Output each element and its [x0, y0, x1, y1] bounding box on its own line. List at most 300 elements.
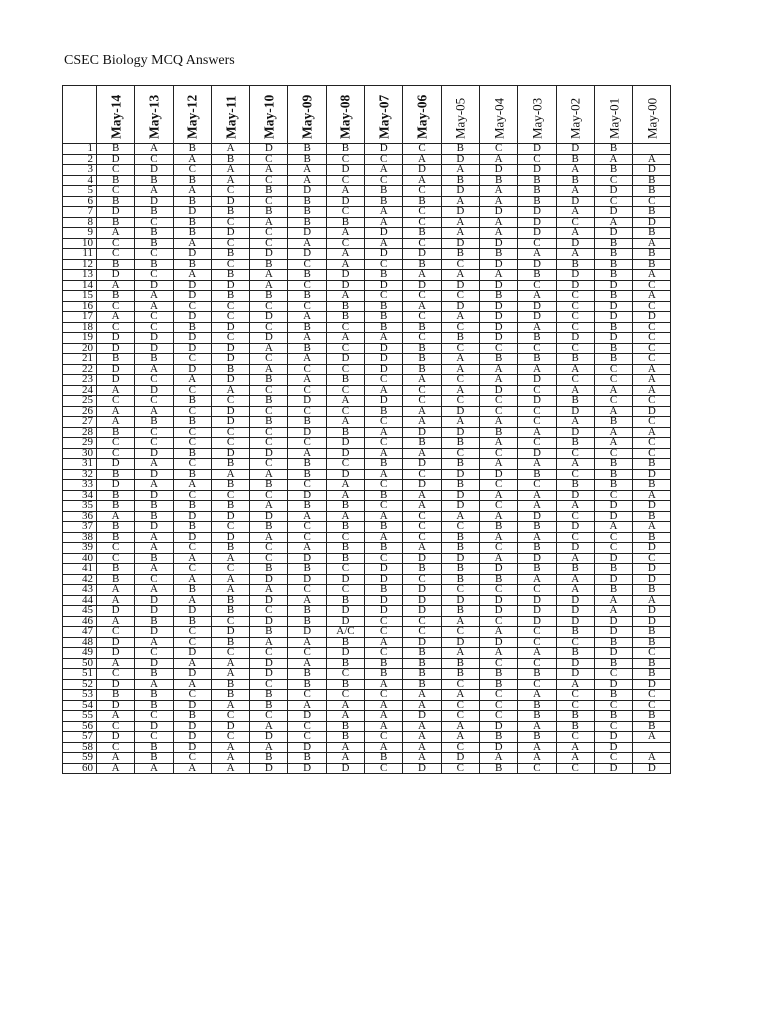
answer-cell: D [326, 165, 364, 176]
answer-cell: A [173, 480, 211, 491]
answer-cell: D [135, 196, 173, 207]
answer-cell: B [250, 690, 288, 701]
answer-cell: D [479, 637, 517, 648]
answer-cell: D [479, 207, 517, 218]
answer-cell: D [326, 574, 364, 585]
answer-cell: B [326, 217, 364, 228]
answer-cell: D [633, 217, 671, 228]
answer-cell: C [97, 322, 135, 333]
answer-cell: C [173, 406, 211, 417]
answer-cell: D [403, 711, 441, 722]
answer-cell: B [326, 595, 364, 606]
question-number: 6 [63, 196, 97, 207]
answer-cell: B [441, 249, 479, 260]
answer-cell: A [173, 679, 211, 690]
answer-cell: B [365, 669, 403, 680]
answer-cell: B [518, 669, 556, 680]
answer-cell: C [403, 574, 441, 585]
answer-cell: C [479, 658, 517, 669]
answer-cell: C [518, 627, 556, 638]
answer-cell: D [556, 406, 594, 417]
column-header [479, 86, 517, 144]
answer-cell: A [556, 585, 594, 596]
answer-cell: D [556, 616, 594, 627]
answer-cell: B [97, 144, 135, 155]
table-row [63, 217, 671, 228]
answer-cell: C [556, 375, 594, 386]
answer-cell: B [403, 259, 441, 270]
corner-cell [63, 86, 97, 144]
answer-cell: C [518, 585, 556, 596]
answer-cell: B [479, 175, 517, 186]
table-row [63, 385, 671, 396]
question-number: 17 [63, 312, 97, 323]
answer-cell: D [518, 301, 556, 312]
question-number: 30 [63, 448, 97, 459]
answer-cell: D [211, 406, 249, 417]
answer-cell: A [518, 364, 556, 375]
answer-cell: D [288, 742, 326, 753]
answer-cell: B [594, 564, 632, 575]
answer-cell: C [403, 511, 441, 522]
answer-cell: B [633, 532, 671, 543]
answer-cell: A [403, 753, 441, 764]
answer-cell: B [594, 291, 632, 302]
answer-cell: A [518, 742, 556, 753]
table-row [63, 427, 671, 438]
answer-cell: B [365, 490, 403, 501]
answer-cell: C [135, 396, 173, 407]
answer-cell: C [441, 711, 479, 722]
column-header-label: May-06 [414, 94, 430, 139]
answer-cell: A [479, 553, 517, 564]
answer-cell: C [326, 207, 364, 218]
answer-cell: C [556, 291, 594, 302]
answer-cell: D [288, 228, 326, 239]
answer-cell: C [518, 154, 556, 165]
answer-cell: C [173, 637, 211, 648]
answer-cell: D [173, 333, 211, 344]
answer-cell: A [288, 700, 326, 711]
answer-cell: B [633, 459, 671, 470]
table-row [63, 207, 671, 218]
column-header [441, 86, 479, 144]
answer-cell: D [135, 606, 173, 617]
answer-cell: D [479, 259, 517, 270]
answer-cell: D [365, 354, 403, 365]
answer-cell: D [97, 637, 135, 648]
answer-cell: A [173, 375, 211, 386]
answer-cell: C [403, 144, 441, 155]
answer-cell: A [326, 259, 364, 270]
answer-cell: A [97, 763, 135, 774]
answer-cell: D [556, 543, 594, 554]
answer-cell: B [365, 522, 403, 533]
answer-cell: D [211, 343, 249, 354]
answer-cell: D [556, 669, 594, 680]
answer-cell: A [97, 616, 135, 627]
answer-cell: A [441, 312, 479, 323]
answer-cell: C [403, 532, 441, 543]
answer-cell: B [326, 637, 364, 648]
answer-cell: B [479, 427, 517, 438]
answer-cell: D [403, 606, 441, 617]
answer-cell: A [365, 469, 403, 480]
answer-cell: D [135, 490, 173, 501]
answer-cell: C [518, 679, 556, 690]
answer-cell: C [173, 543, 211, 554]
answer-cell: B [288, 469, 326, 480]
answer-cell: C [556, 637, 594, 648]
question-number: 39 [63, 543, 97, 554]
answer-cell: B [633, 511, 671, 522]
question-number: 46 [63, 616, 97, 627]
answer-cell: A [556, 459, 594, 470]
table-row [63, 448, 671, 459]
answer-cell: C [479, 543, 517, 554]
answer-cell: D [441, 469, 479, 480]
answers-table [62, 85, 671, 774]
answer-cell: D [135, 385, 173, 396]
answer-cell: C [594, 196, 632, 207]
answer-cell: A [211, 753, 249, 764]
table-row [63, 763, 671, 774]
answer-cell [633, 742, 671, 753]
question-number: 44 [63, 595, 97, 606]
answer-cell: B [288, 196, 326, 207]
answer-cell: C [288, 648, 326, 659]
answer-cell: B [135, 228, 173, 239]
table-row [63, 564, 671, 575]
answer-cell: B [403, 354, 441, 365]
answer-cell: B [403, 679, 441, 690]
answer-cell: D [556, 238, 594, 249]
answer-cell: A [479, 228, 517, 239]
question-number: 25 [63, 396, 97, 407]
answer-cell: A [250, 280, 288, 291]
answer-cell: C [594, 721, 632, 732]
answer-cell: C [403, 522, 441, 533]
answer-cell: C [633, 322, 671, 333]
answer-cell: B [135, 669, 173, 680]
answer-cell: C [594, 669, 632, 680]
answer-cell: C [326, 690, 364, 701]
answer-cell: C [633, 396, 671, 407]
answer-cell: B [288, 322, 326, 333]
answer-cell: D [479, 385, 517, 396]
answer-cell: B [135, 511, 173, 522]
answer-cell: C [97, 448, 135, 459]
answer-cell: B [594, 637, 632, 648]
answer-cell: D [441, 637, 479, 648]
answer-cell: C [479, 406, 517, 417]
answer-cell: A [441, 364, 479, 375]
answer-cell: A [288, 448, 326, 459]
answer-cell: A [211, 574, 249, 585]
answer-cell: B [479, 669, 517, 680]
answer-cell: C [403, 207, 441, 218]
answer-cell: C [97, 721, 135, 732]
answer-cell: D [403, 249, 441, 260]
table-row [63, 721, 671, 732]
answer-cell: A [403, 700, 441, 711]
answer-cell: C [365, 616, 403, 627]
answer-cell: D [365, 228, 403, 239]
answer-cell: C [326, 585, 364, 596]
answer-cell: A [97, 585, 135, 596]
table-row [63, 270, 671, 281]
answer-cell: D [173, 532, 211, 543]
answer-cell: B [326, 679, 364, 690]
answer-cell: A [518, 249, 556, 260]
answer-cell: C [97, 249, 135, 260]
answer-cell: A [288, 637, 326, 648]
answer-cell: D [250, 249, 288, 260]
answer-cell: C [211, 711, 249, 722]
answer-cell: A [518, 490, 556, 501]
answer-cell: D [633, 763, 671, 774]
answer-cell: D [441, 280, 479, 291]
answer-cell: A [211, 175, 249, 186]
answer-cell: C [326, 238, 364, 249]
answer-cell: C [365, 175, 403, 186]
answer-cell: B [211, 637, 249, 648]
answer-cell: A [441, 648, 479, 659]
question-number: 41 [63, 564, 97, 575]
answer-cell: C [479, 700, 517, 711]
answer-cell: C [403, 385, 441, 396]
answer-cell: C [250, 679, 288, 690]
answer-cell: A [365, 700, 403, 711]
answer-cell: A [556, 553, 594, 564]
answer-cell: D [594, 574, 632, 585]
answer-cell: D [97, 648, 135, 659]
answer-cell: C [250, 459, 288, 470]
answer-cell: B [288, 616, 326, 627]
answer-cell: B [518, 175, 556, 186]
answer-cell: B [135, 753, 173, 764]
answer-cell: A [403, 417, 441, 428]
answer-cell: C [594, 175, 632, 186]
answer-cell: B [211, 270, 249, 281]
answer-cell: D [518, 606, 556, 617]
answer-cell: D [250, 595, 288, 606]
answer-cell: B [288, 459, 326, 470]
table-row [63, 165, 671, 176]
answer-cell: A [556, 753, 594, 764]
answer-cell: A [479, 375, 517, 386]
column-header [250, 86, 288, 144]
answer-cell: C [326, 385, 364, 396]
question-number: 23 [63, 375, 97, 386]
answer-cell: D [211, 375, 249, 386]
question-number: 51 [63, 669, 97, 680]
answer-cell: B [97, 490, 135, 501]
answer-cell: D [97, 154, 135, 165]
answer-cell: C [594, 396, 632, 407]
answer-cell: B [518, 270, 556, 281]
answer-cell: B [326, 375, 364, 386]
answer-cell: B [326, 553, 364, 564]
answer-cell: B [633, 669, 671, 680]
answer-cell: C [441, 522, 479, 533]
answer-cell: B [250, 480, 288, 491]
answer-cell: B [518, 333, 556, 344]
question-number: 28 [63, 427, 97, 438]
answer-cell: B [211, 679, 249, 690]
answer-cell: B [556, 627, 594, 638]
answer-cell: C [173, 438, 211, 449]
answer-cell: B [556, 354, 594, 365]
answer-cell: D [518, 448, 556, 459]
answer-cell: A [633, 385, 671, 396]
answer-cell: D [211, 228, 249, 239]
answer-cell: D [365, 564, 403, 575]
answer-cell: B [173, 522, 211, 533]
answer-cell: A [97, 753, 135, 764]
answer-cell: A [518, 690, 556, 701]
answer-cell: D [518, 228, 556, 239]
answer-cell: B [97, 690, 135, 701]
answer-cell: D [250, 732, 288, 743]
answer-cell: B [250, 259, 288, 270]
answer-cell: A [135, 564, 173, 575]
answer-cell: A [97, 312, 135, 323]
answer-cell: B [594, 259, 632, 270]
answer-cell: B [403, 364, 441, 375]
answer-cell: B [250, 700, 288, 711]
answer-cell: A [365, 448, 403, 459]
answer-cell: D [556, 333, 594, 344]
answer-cell: D [288, 490, 326, 501]
answer-cell: D [365, 280, 403, 291]
answer-cell: A [556, 679, 594, 690]
answer-cell: B [633, 637, 671, 648]
answer-cell: D [594, 228, 632, 239]
table-row [63, 396, 671, 407]
answer-cell: B [518, 564, 556, 575]
answer-cell: A [633, 375, 671, 386]
answer-cell: D [135, 165, 173, 176]
answer-cell: A [365, 511, 403, 522]
answer-cell: C [594, 375, 632, 386]
answer-cell: B [326, 144, 364, 155]
question-number: 58 [63, 742, 97, 753]
answer-cell: A [365, 238, 403, 249]
answer-cell: C [365, 690, 403, 701]
answer-cell: B [288, 270, 326, 281]
answer-cell: A [211, 553, 249, 564]
answer-cell: B [594, 354, 632, 365]
answer-cell: D [594, 648, 632, 659]
answer-cell: C [288, 522, 326, 533]
answer-cell: D [479, 312, 517, 323]
table-row [63, 690, 671, 701]
answer-cell: B [479, 522, 517, 533]
answer-cell: C [173, 564, 211, 575]
answer-cell: A [594, 385, 632, 396]
answer-cell: C [288, 364, 326, 375]
answer-cell: D [250, 616, 288, 627]
answer-cell: B [135, 207, 173, 218]
column-header-label: May-09 [299, 94, 315, 139]
answer-cell: A [479, 627, 517, 638]
answer-cell: B [365, 585, 403, 596]
question-number: 59 [63, 753, 97, 764]
answer-cell: A [250, 270, 288, 281]
table-row [63, 532, 671, 543]
answer-cell: C [97, 627, 135, 638]
answer-cell: C [479, 448, 517, 459]
answer-cell: C [173, 385, 211, 396]
answer-cell: D [97, 480, 135, 491]
answer-cell: A [479, 186, 517, 197]
answer-cell: B [211, 249, 249, 260]
answer-cell: C [594, 753, 632, 764]
answer-cell: A [365, 637, 403, 648]
answer-cell: B [211, 459, 249, 470]
answer-cell: B [173, 711, 211, 722]
answer-cell: C [403, 616, 441, 627]
answer-cell: C [633, 196, 671, 207]
answer-cell: C [441, 448, 479, 459]
question-number: 13 [63, 270, 97, 281]
answer-cell: B [135, 259, 173, 270]
answer-cell: B [403, 669, 441, 680]
answer-cell: C [135, 249, 173, 260]
answer-cell: D [518, 259, 556, 270]
answer-cell: A [250, 364, 288, 375]
answer-cell: A [556, 742, 594, 753]
answer-cell: A [326, 480, 364, 491]
answer-cell: C [556, 312, 594, 323]
answer-cell: D [594, 312, 632, 323]
answer-cell: B [326, 732, 364, 743]
answer-cell: B [135, 175, 173, 186]
answer-cell: C [288, 721, 326, 732]
answer-cell: A [556, 364, 594, 375]
answer-cell: C [211, 616, 249, 627]
answer-cell: D [633, 616, 671, 627]
answer-cell: D [441, 501, 479, 512]
table-row [63, 259, 671, 270]
answer-cell: B [173, 448, 211, 459]
answer-cell: A [326, 291, 364, 302]
answer-cell: C [211, 259, 249, 270]
answer-cell: D [403, 763, 441, 774]
answer-cell: B [326, 721, 364, 732]
answer-cell: C [518, 480, 556, 491]
answer-cell: C [288, 690, 326, 701]
answer-cell: D [326, 280, 364, 291]
table-row [63, 438, 671, 449]
answer-cell: B [97, 522, 135, 533]
answer-cell: B [288, 679, 326, 690]
table-row [63, 595, 671, 606]
answer-cell: D [441, 595, 479, 606]
answer-cell: D [556, 658, 594, 669]
answer-cell: C [556, 217, 594, 228]
answer-cell: A [403, 375, 441, 386]
answer-cell: B [403, 322, 441, 333]
answer-cell: A [518, 574, 556, 585]
answer-cell: A [288, 511, 326, 522]
answer-cell: D [97, 375, 135, 386]
answer-cell: D [403, 637, 441, 648]
answer-cell: A [135, 543, 173, 554]
answer-cell: D [326, 469, 364, 480]
answer-cell: B [97, 259, 135, 270]
